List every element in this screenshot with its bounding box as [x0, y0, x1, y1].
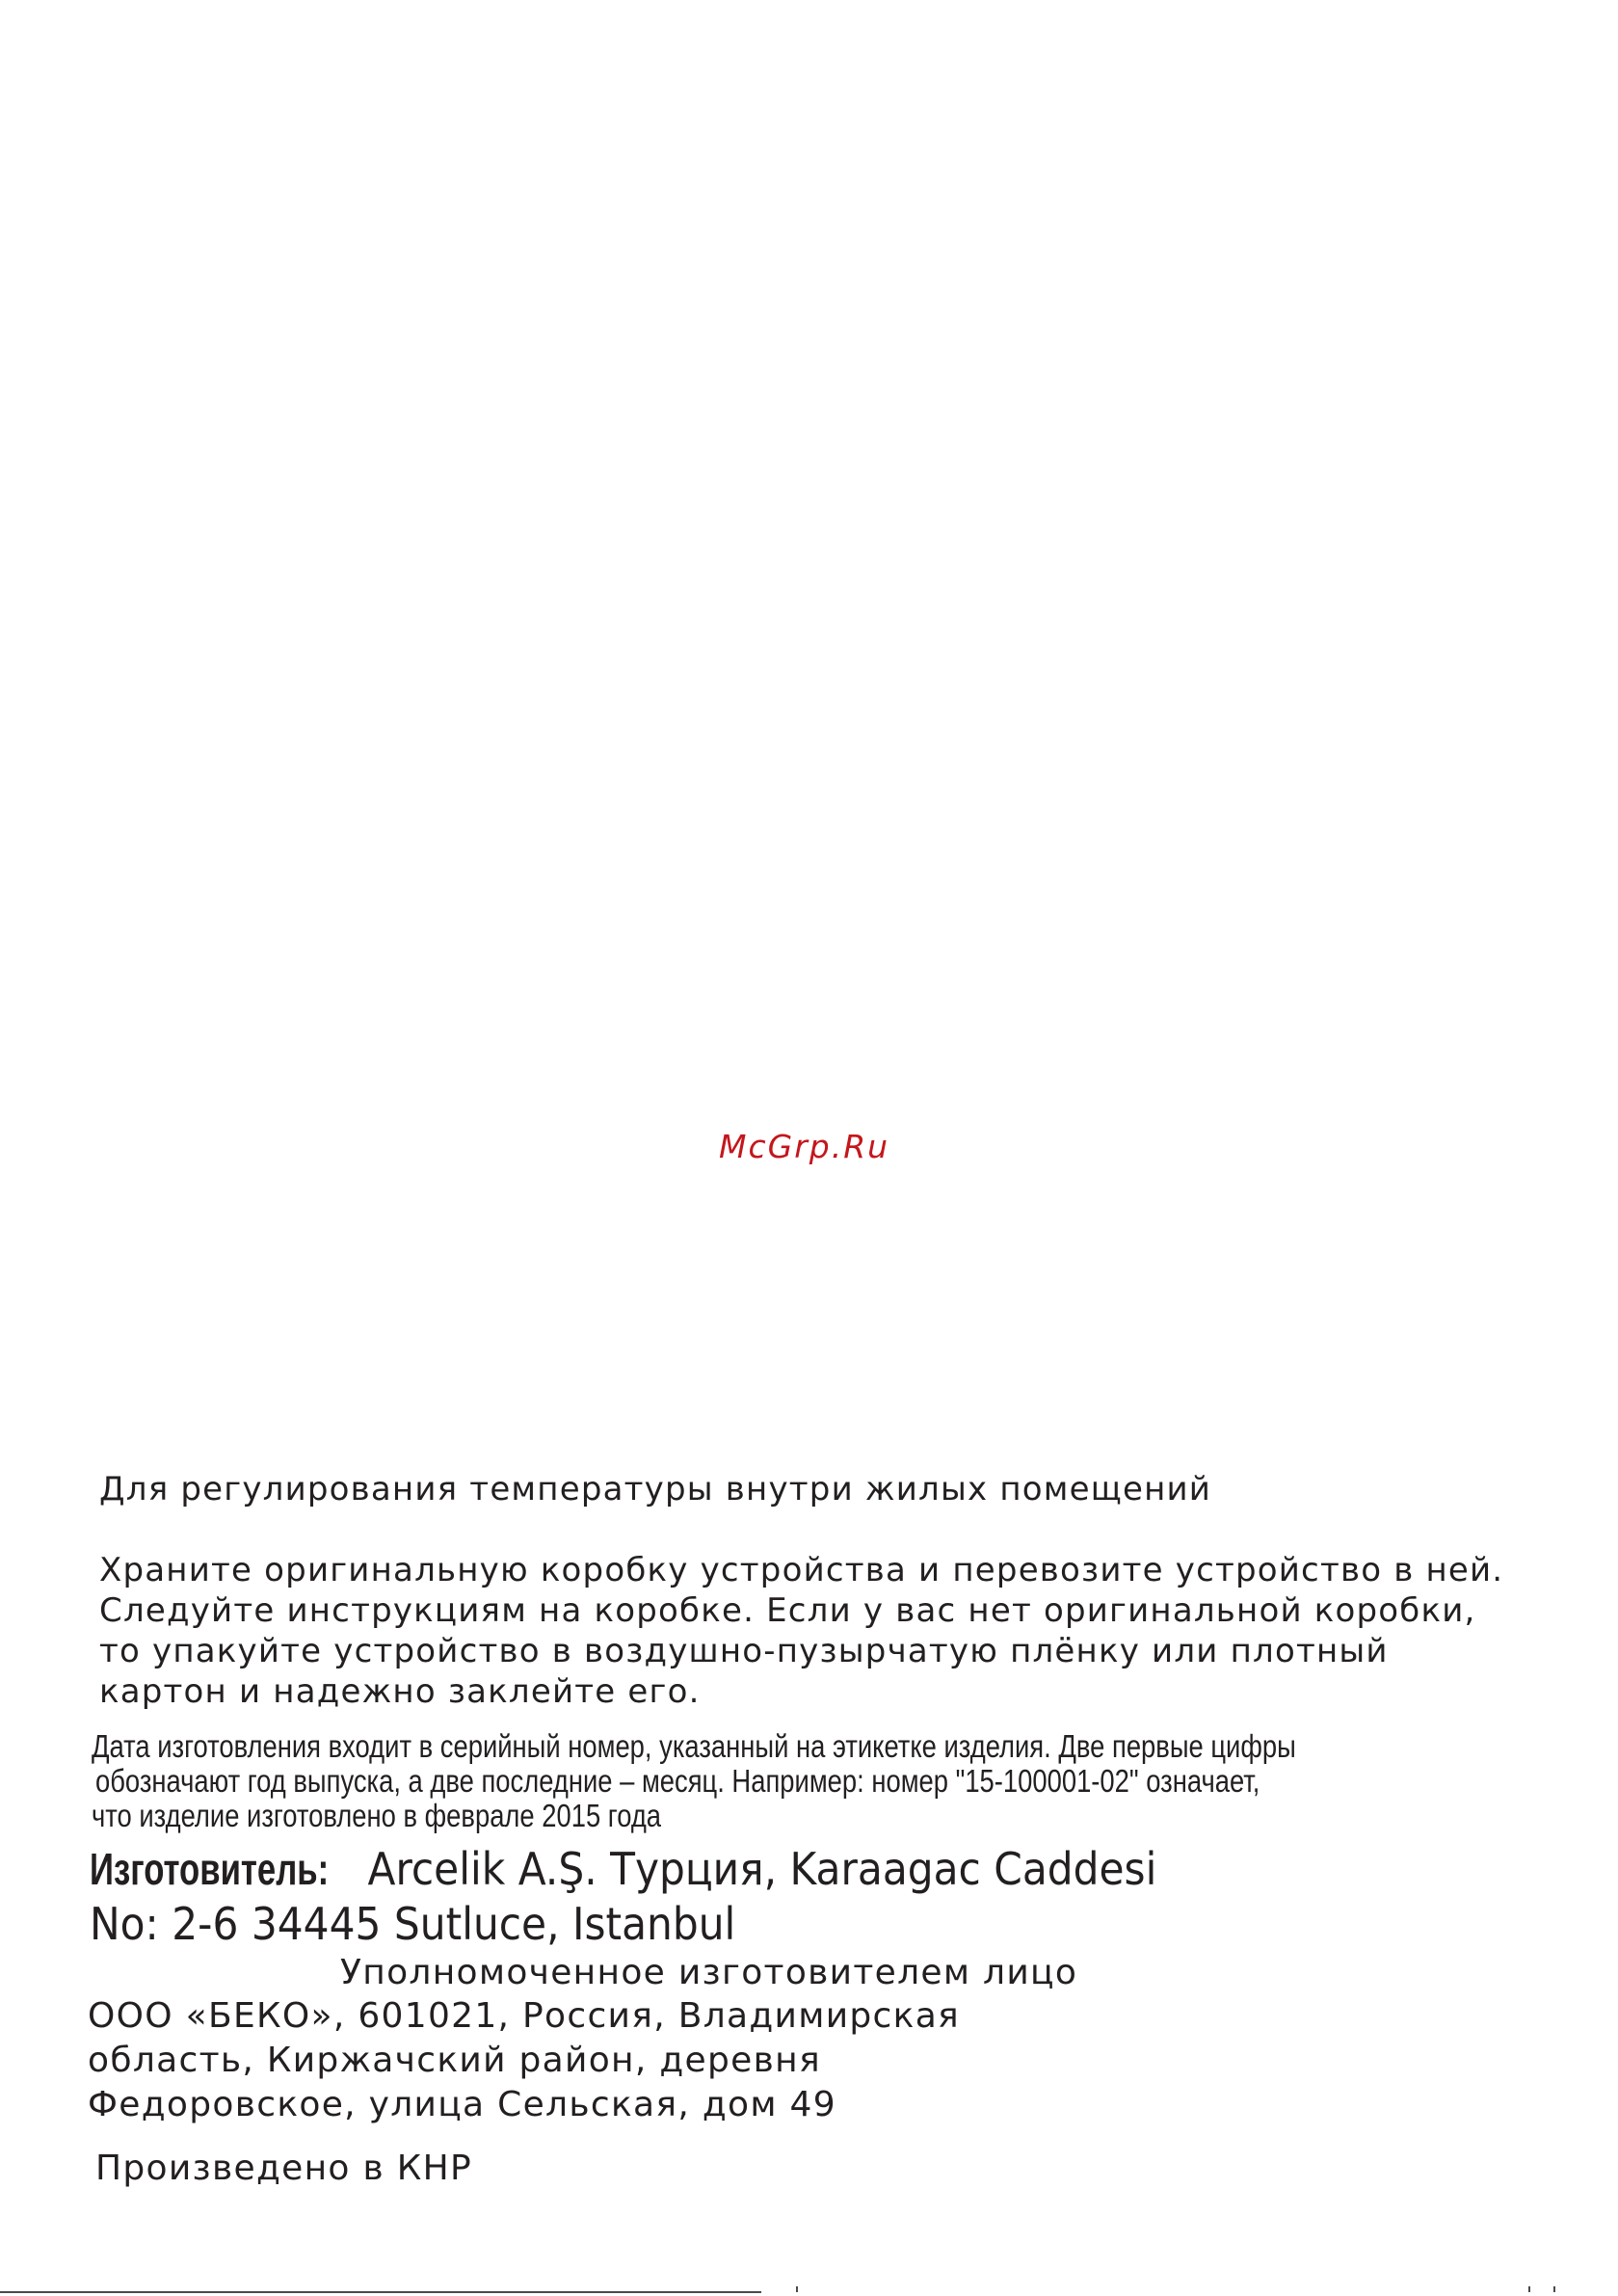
representative-line: область, Киржачский район, деревня — [88, 2041, 821, 2080]
representative-line: Федоровское, улица Сельская, дом 49 — [88, 2085, 836, 2124]
manufacturer-address-1: Arcelik A.Ş. Турция, Karaagac Caddesi — [367, 1843, 1157, 1895]
crop-mark — [1528, 2286, 1530, 2292]
representative-title: Уполномоченное изготовителем лицо — [340, 1953, 1078, 1992]
manufacturer-line — [90, 1843, 1156, 1895]
date-info-line: что изделие изготовлено в феврале 2015 года — [92, 1798, 662, 1833]
made-in-text: Произведено в КНР — [95, 2149, 472, 2188]
date-info-line: Дата изготовления входит в серийный номер, указанный на этикетке изделия. Две первые цифры — [92, 1728, 1296, 1764]
manufacturer-address-2: No: 2-6 34445 Sutluce, Istanbul — [90, 1898, 736, 1950]
storage-line: то упакуйте устройство в воздушно-пузырчатую плёнку или плотный — [99, 1632, 1389, 1670]
date-info-line: обозначают год выпуска, а две последние – месяц. Например: номер "15-100001-02" означает, — [95, 1763, 1260, 1799]
purpose-text: Для регулирования температуры внутри жилых помещений — [99, 1470, 1212, 1508]
representative-line: ООО «БЕКО», 601021, Россия, Владимирская — [88, 1996, 961, 2036]
crop-mark — [1553, 2286, 1555, 2292]
manufacturer-label: Изготовитель: — [90, 1844, 330, 1894]
watermark: McGrp.Ru — [719, 1128, 890, 1165]
storage-line: Храните оригинальную коробку устройства и перевозите устройство в ней. — [99, 1551, 1504, 1589]
crop-mark — [796, 2286, 798, 2292]
storage-line: картон и надежно заклейте его. — [99, 1672, 701, 1711]
storage-line: Следуйте инструкциям на коробке. Если у вас нет оригинальной коробки, — [99, 1591, 1476, 1630]
bottom-divider — [0, 2291, 761, 2293]
